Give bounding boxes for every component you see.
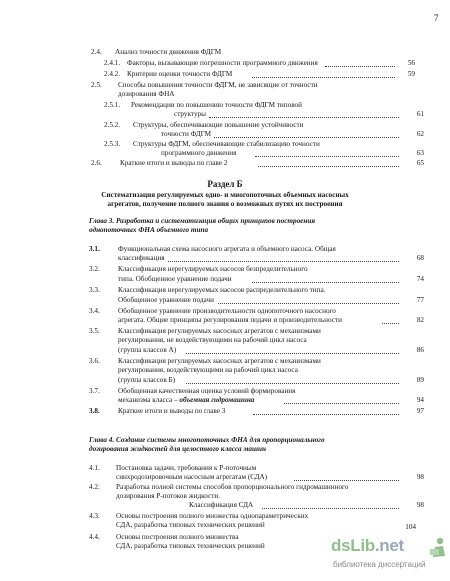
toc-entry-cont: СДА, разработка типовых технических решений — [116, 542, 265, 550]
toc-entry: Краткие итоги и выводы по главе 3 — [118, 407, 226, 415]
toc-page: 94 — [416, 396, 424, 404]
watermark-logo-main: dsLib — [331, 536, 375, 555]
toc-entry-cont: синхродозировочным насосным агрегатам (СДА) — [116, 473, 268, 481]
toc-entry-cont: регулирования, не воздействующими на рабочий цикл насоса — [118, 336, 307, 344]
toc-page: 89 — [416, 376, 424, 384]
toc-page: 86 — [416, 346, 424, 354]
toc-number: 2.4.1. — [104, 59, 121, 67]
toc-number: 2.4. — [91, 48, 102, 56]
toc-page: 56 — [407, 59, 415, 67]
toc-number: 4.3. — [89, 512, 100, 520]
toc-number: 4.4. — [89, 533, 100, 541]
toc-number: 2.6. — [91, 159, 102, 167]
toc-number: 2.5.2. — [104, 121, 121, 129]
toc-entry-cont: классификация — [118, 254, 165, 262]
chapter-heading: Глава 4. Создание системы многопоточных ФНА для пропорционального — [89, 436, 325, 444]
leader-dots — [209, 116, 399, 118]
toc-number: 3.5. — [89, 327, 100, 335]
toc-number: 4.2. — [89, 483, 100, 491]
watermark — [331, 536, 449, 578]
leader-dots — [168, 260, 399, 262]
toc-entry-cont: дозирования Р-потоков жидкости. — [116, 492, 221, 500]
toc-entry-cont: программного движения — [161, 149, 237, 157]
toc-page: 97 — [416, 407, 424, 415]
toc-page: 98 — [416, 501, 424, 509]
toc-page: 65 — [416, 159, 424, 167]
leader-dots — [284, 402, 399, 404]
leader-dots — [382, 322, 399, 324]
toc-page: 104 — [405, 523, 416, 531]
toc-entry: Классификация нерегулируемых насосов распределительного типа. — [118, 286, 326, 294]
toc-entry: Обобщенная качественная оценка условий формирования — [118, 387, 296, 395]
toc-entry: Классификация регулируемых насосных агрегатов с механизмами — [118, 357, 321, 365]
toc-entry: Классификация нерегулируемых насосов безпределительного — [118, 265, 308, 273]
toc-number: 3.4. — [89, 307, 100, 315]
toc-entry: Критерии оценки точности ФДГМ — [127, 70, 233, 78]
leader-dots — [255, 155, 399, 157]
toc-entry-cont: дозирования ФНА — [118, 90, 175, 98]
chapter-heading: Глава 3. Разработка и систематизация общих принципов построения — [89, 217, 316, 225]
section-subtitle: Систематизация регулируемых одно- и многопоточных объемных насосных — [101, 191, 349, 199]
toc-number: 2.5.1. — [104, 101, 121, 109]
toc-entry-cont: точности ФДГМ — [161, 130, 212, 138]
watermark-logo-tld: .net — [374, 536, 404, 555]
toc-entry-cont: агрегата. Общие принципы регулирования подачи и производительности — [118, 316, 342, 324]
reader-figure-icon — [427, 536, 449, 560]
toc-entry-cont: Классификация СДА — [189, 501, 254, 509]
toc-entry: Основы построения полного множества — [116, 533, 239, 541]
toc-page: 61 — [416, 110, 424, 118]
leader-dots — [294, 479, 399, 481]
toc-entry-text: механизма класса – — [118, 396, 180, 404]
toc-entry: Рекомендации по повышению точности ФДГМ типовой — [131, 101, 302, 109]
toc-number: 3.3. — [89, 286, 100, 294]
watermark-logo — [331, 536, 404, 556]
toc-entry: Обобщенное уравнение производительности однопоточного насосного — [118, 307, 336, 315]
toc-number: 4.1. — [89, 464, 100, 472]
leader-dots — [186, 352, 399, 354]
toc-entry: Структуры ФДГМ, обеспечивающие стабилизацию точности — [133, 140, 320, 148]
toc-entry-cont: структуры — [174, 110, 206, 118]
toc-entry: Структуры, обеспечивающие повышение устойчивости — [133, 121, 304, 129]
toc-entry-cont: регулирования, воздействующими на рабочий цикл насоса — [118, 366, 298, 374]
toc-number: 3.6. — [89, 357, 100, 365]
toc-entry-cont: (группа классов Б) — [118, 376, 176, 384]
toc-page: 59 — [407, 70, 415, 78]
toc-entry-cont: СДА, разработка типовых технических решений — [116, 521, 265, 529]
section-title: Раздел Б — [207, 179, 243, 189]
chapter-heading: однопоточных ФНА объемного типа — [89, 226, 209, 234]
toc-number: 3.7. — [89, 387, 100, 395]
toc-entry-cont: Обобщенное уравнение подачи — [118, 296, 214, 304]
leader-dots — [252, 281, 399, 283]
leader-dots — [262, 507, 399, 509]
toc-entry-cont: типа. Обобщенное уравнение подачи — [118, 275, 232, 283]
leader-dots — [214, 136, 399, 138]
toc-entry: Краткие итоги и выводы по главе 2 — [120, 159, 228, 167]
leader-dots — [252, 76, 395, 78]
watermark-tagline: библиотека диссертаций — [333, 560, 426, 569]
toc-entry-cont — [118, 396, 254, 405]
page-number: 7 — [434, 13, 439, 23]
toc-entry: Классификация регулируемых насосных агрегатов с механизмами — [118, 327, 321, 335]
toc-number: 2.5.3. — [104, 140, 121, 148]
toc-entry: Функциональная схема насосного агрегата и объемного насоса. Общая — [118, 245, 336, 253]
leader-dots — [186, 382, 399, 384]
toc-number: 3.8. — [89, 407, 100, 415]
toc-page: 68 — [416, 254, 424, 262]
toc-entry-emphasis: объемная гидромашина — [179, 396, 255, 404]
leader-dots — [258, 165, 399, 167]
toc-page: 74 — [416, 275, 424, 283]
leader-dots — [253, 413, 399, 415]
chapter-heading: дозирования жидкостей для целостного класса машин — [89, 445, 266, 453]
toc-entry-cont: (группа классов А) — [118, 346, 177, 354]
toc-entry: Факторы, вызывающие погрешности программного движения — [127, 59, 318, 67]
section-subtitle: агрегатов, получение полного знания о возможных путях их построения — [107, 200, 343, 208]
toc-page: 82 — [416, 316, 424, 324]
toc-entry: Разработка полной системы способов пропорционального гидромашинного — [116, 483, 349, 491]
toc-entry: Способы повышения точности ФДГМ, не зависящие от точности — [118, 81, 318, 89]
toc-page: 77 — [416, 296, 424, 304]
toc-number: 2.4.2. — [104, 70, 121, 78]
leader-dots — [325, 65, 395, 67]
toc-entry: Основы построения полного множества однопараметрических — [116, 512, 309, 520]
toc-page: 62 — [416, 130, 424, 138]
toc-entry: Анализ точности движения ФДГМ — [115, 48, 222, 56]
toc-number: 3.2. — [89, 265, 100, 273]
toc-number: 2.5. — [91, 81, 102, 89]
toc-page: 98 — [416, 473, 424, 481]
toc-number: 3.1. — [89, 245, 100, 253]
leader-dots — [218, 302, 399, 304]
toc-page: 63 — [416, 149, 424, 157]
toc-entry: Постановка задачи, требования к Р-поточным — [116, 464, 257, 472]
